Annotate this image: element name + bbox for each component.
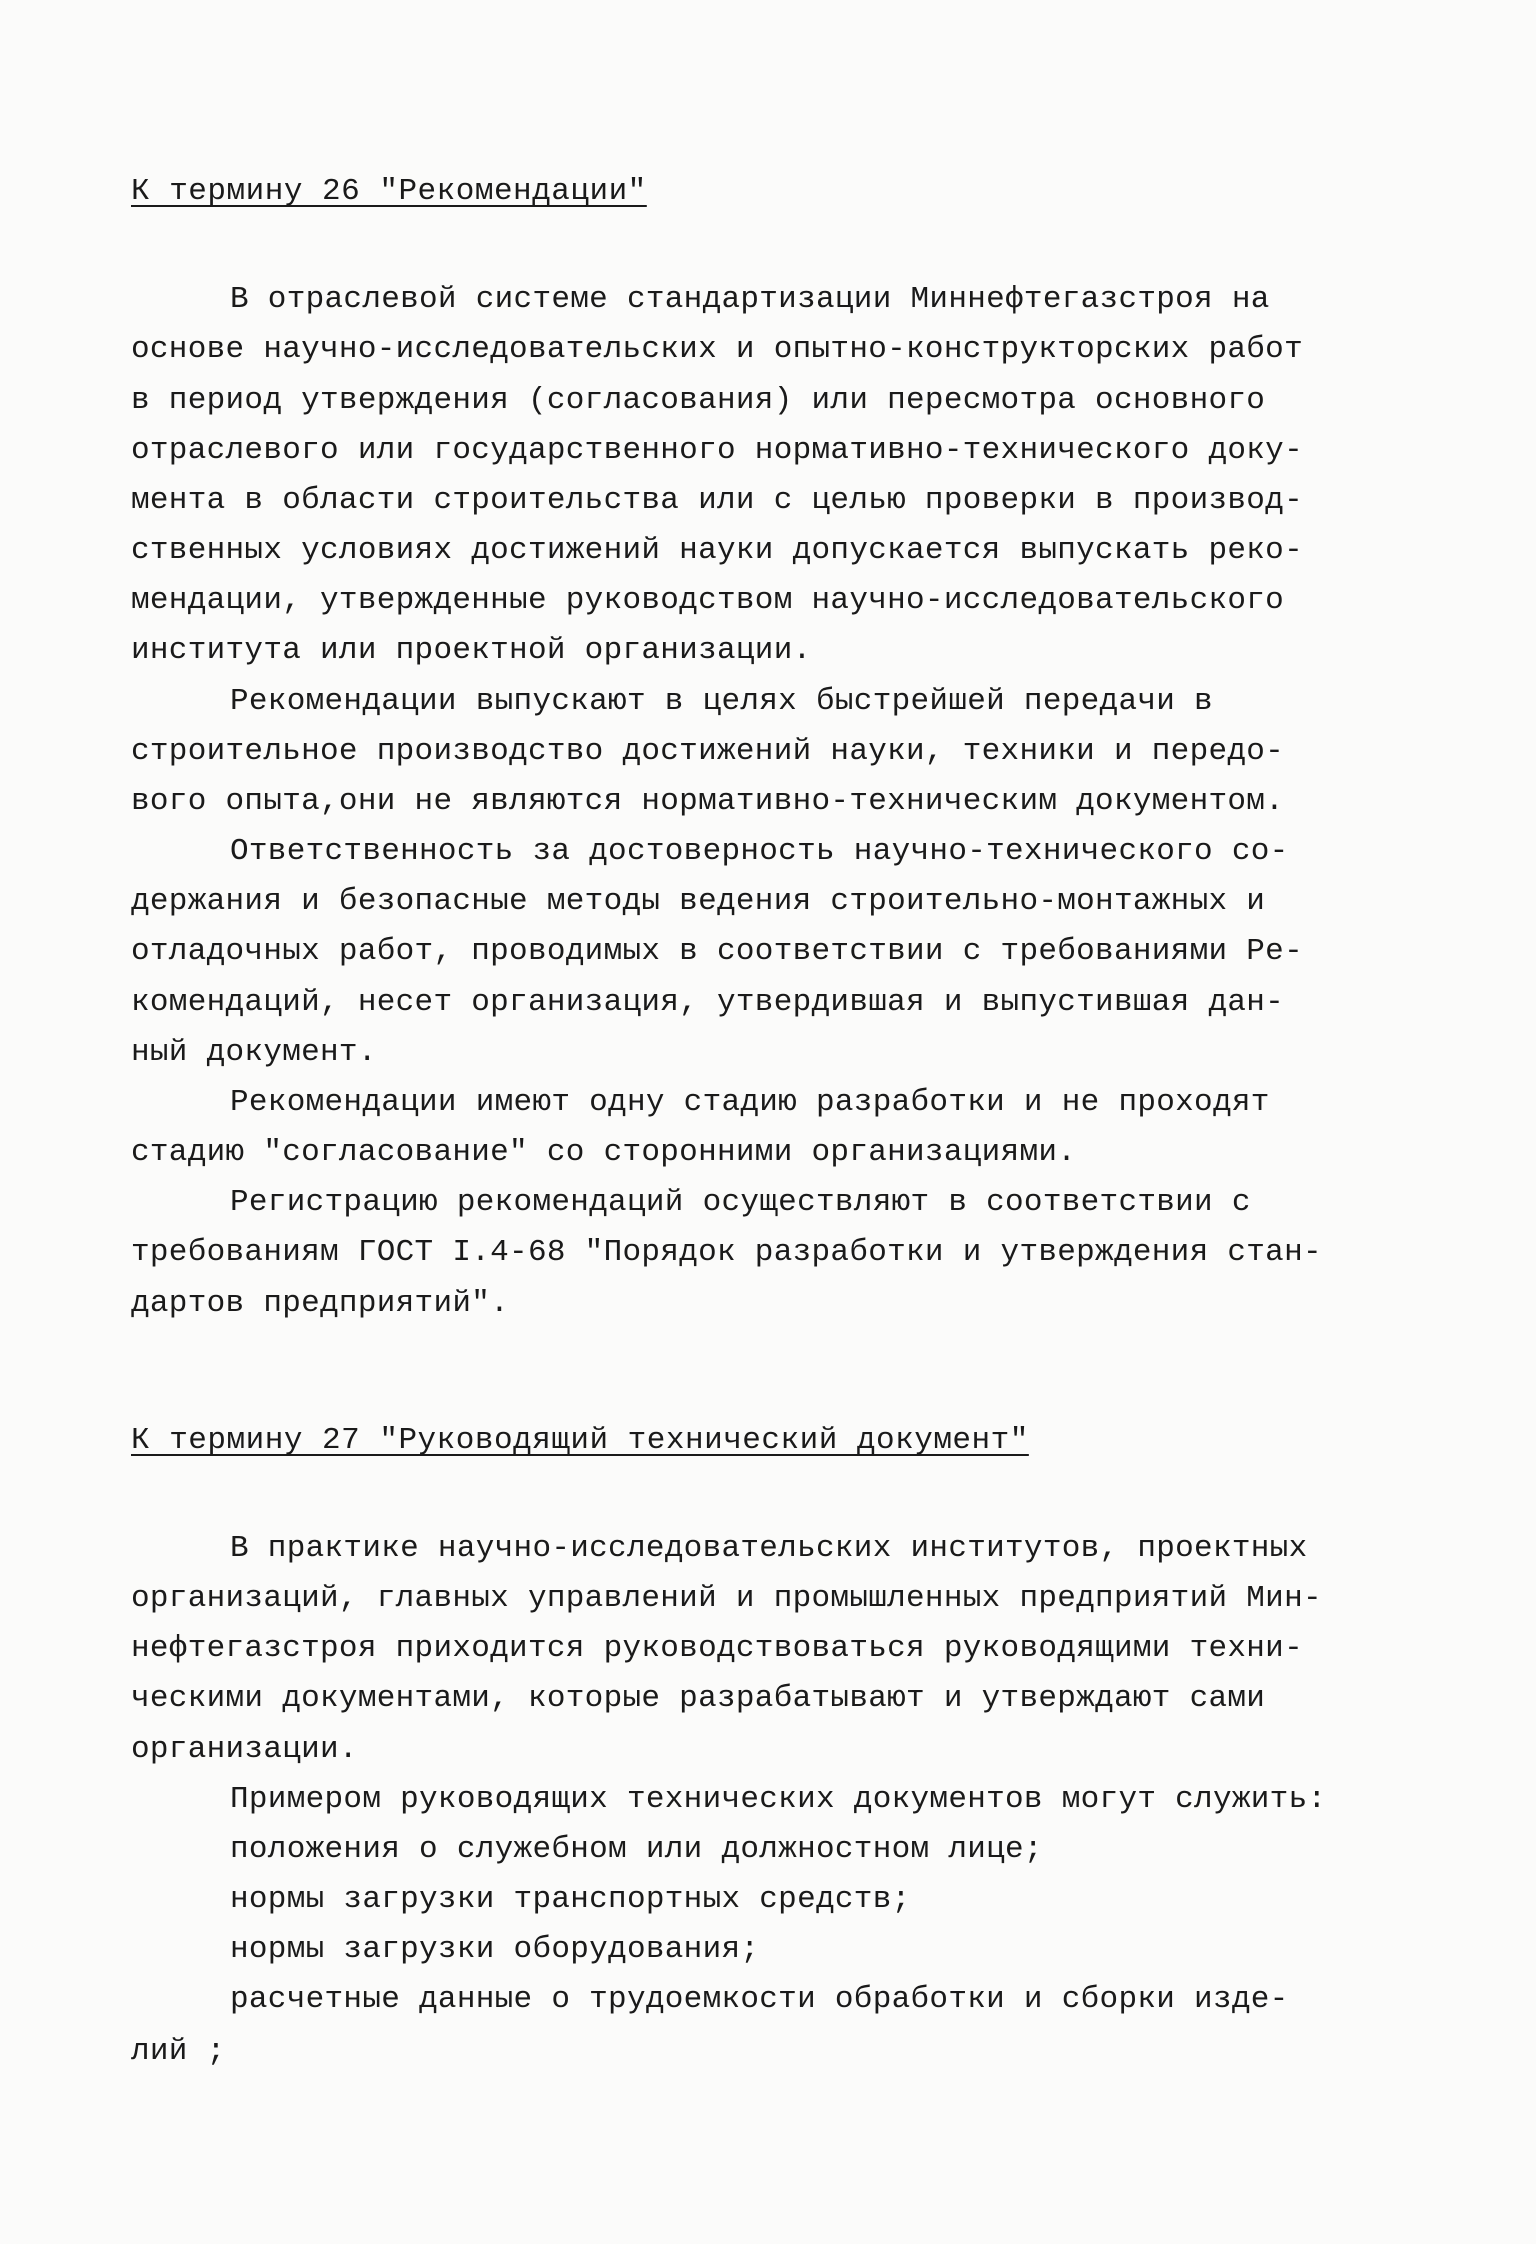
section-heading-term-26: К термину 26 "Рекомендации"	[131, 174, 647, 209]
text-line: мента в области строительства или с целью проверки в производ-	[131, 483, 1303, 518]
text-line: В отраслевой системе стандартизации Миннефтегазстроя на	[230, 282, 1270, 317]
text-line: нормы загрузки оборудования;	[230, 1932, 760, 1967]
text-line: основе научно-исследовательских и опытно-конструкторских работ	[131, 332, 1303, 367]
text-line: в период утверждения (согласования) или пересмотра основного	[131, 383, 1266, 418]
text-line: требованиям ГОСТ I.4-68 "Порядок разработки и утверждения стан-	[131, 1235, 1322, 1270]
text-line: Рекомендации выпускают в целях быстрейшей передачи в	[230, 684, 1213, 719]
text-line: организаций, главных управлений и промышленных предприятий Мин-	[131, 1581, 1322, 1616]
text-line: организации.	[131, 1732, 358, 1767]
text-line: строительное производство достижений науки, техники и передо-	[131, 734, 1285, 769]
section-heading-term-27: К термину 27 "Руководящий технический документ"	[131, 1423, 1029, 1458]
text-line: держания и безопасные методы ведения строительно-монтажных и	[131, 884, 1266, 919]
text-line: расчетные данные о трудоемкости обработки и сборки изде-	[230, 1982, 1289, 2017]
text-line: Рекомендации имеют одну стадию разработки и не проходят	[230, 1085, 1270, 1120]
text-line: ческими документами, которые разрабатывают и утверждают сами	[131, 1681, 1266, 1716]
text-line: нефтегазстроя приходится руководствоваться руководящими техни-	[131, 1631, 1303, 1666]
text-line: Ответственность за достоверность научно-технического со-	[230, 834, 1289, 869]
text-line: мендации, утвержденные руководством научно-исследовательского	[131, 583, 1285, 618]
text-line: отладочных работ, проводимых в соответствии с требованиями Ре-	[131, 934, 1303, 969]
text-line: лий ;	[131, 2034, 226, 2069]
text-line: отраслевого или государственного нормативно-технического доку-	[131, 433, 1303, 468]
text-line: Примером руководящих технических документов могут служить:	[230, 1782, 1327, 1817]
text-line: В практике научно-исследовательских институтов, проектных	[230, 1531, 1308, 1566]
text-line: вого опыта,они не являются нормативно-техническим документом.	[131, 784, 1285, 819]
text-line: ственных условиях достижений науки допускается выпускать реко-	[131, 533, 1303, 568]
text-line: комендаций, несет организация, утвердившая и выпустившая дан-	[131, 985, 1285, 1020]
text-line: положения о служебном или должностном лице;	[230, 1832, 1043, 1867]
text-line: дартов предприятий".	[131, 1286, 510, 1321]
text-line: нормы загрузки транспортных средств;	[230, 1882, 911, 1917]
text-line: стадию "согласование" со сторонними организациями.	[131, 1135, 1077, 1170]
text-line: института или проектной организации.	[131, 633, 812, 668]
text-line: Регистрацию рекомендаций осуществляют в соответствии с	[230, 1185, 1251, 1220]
text-line: ный документ.	[131, 1035, 377, 1070]
